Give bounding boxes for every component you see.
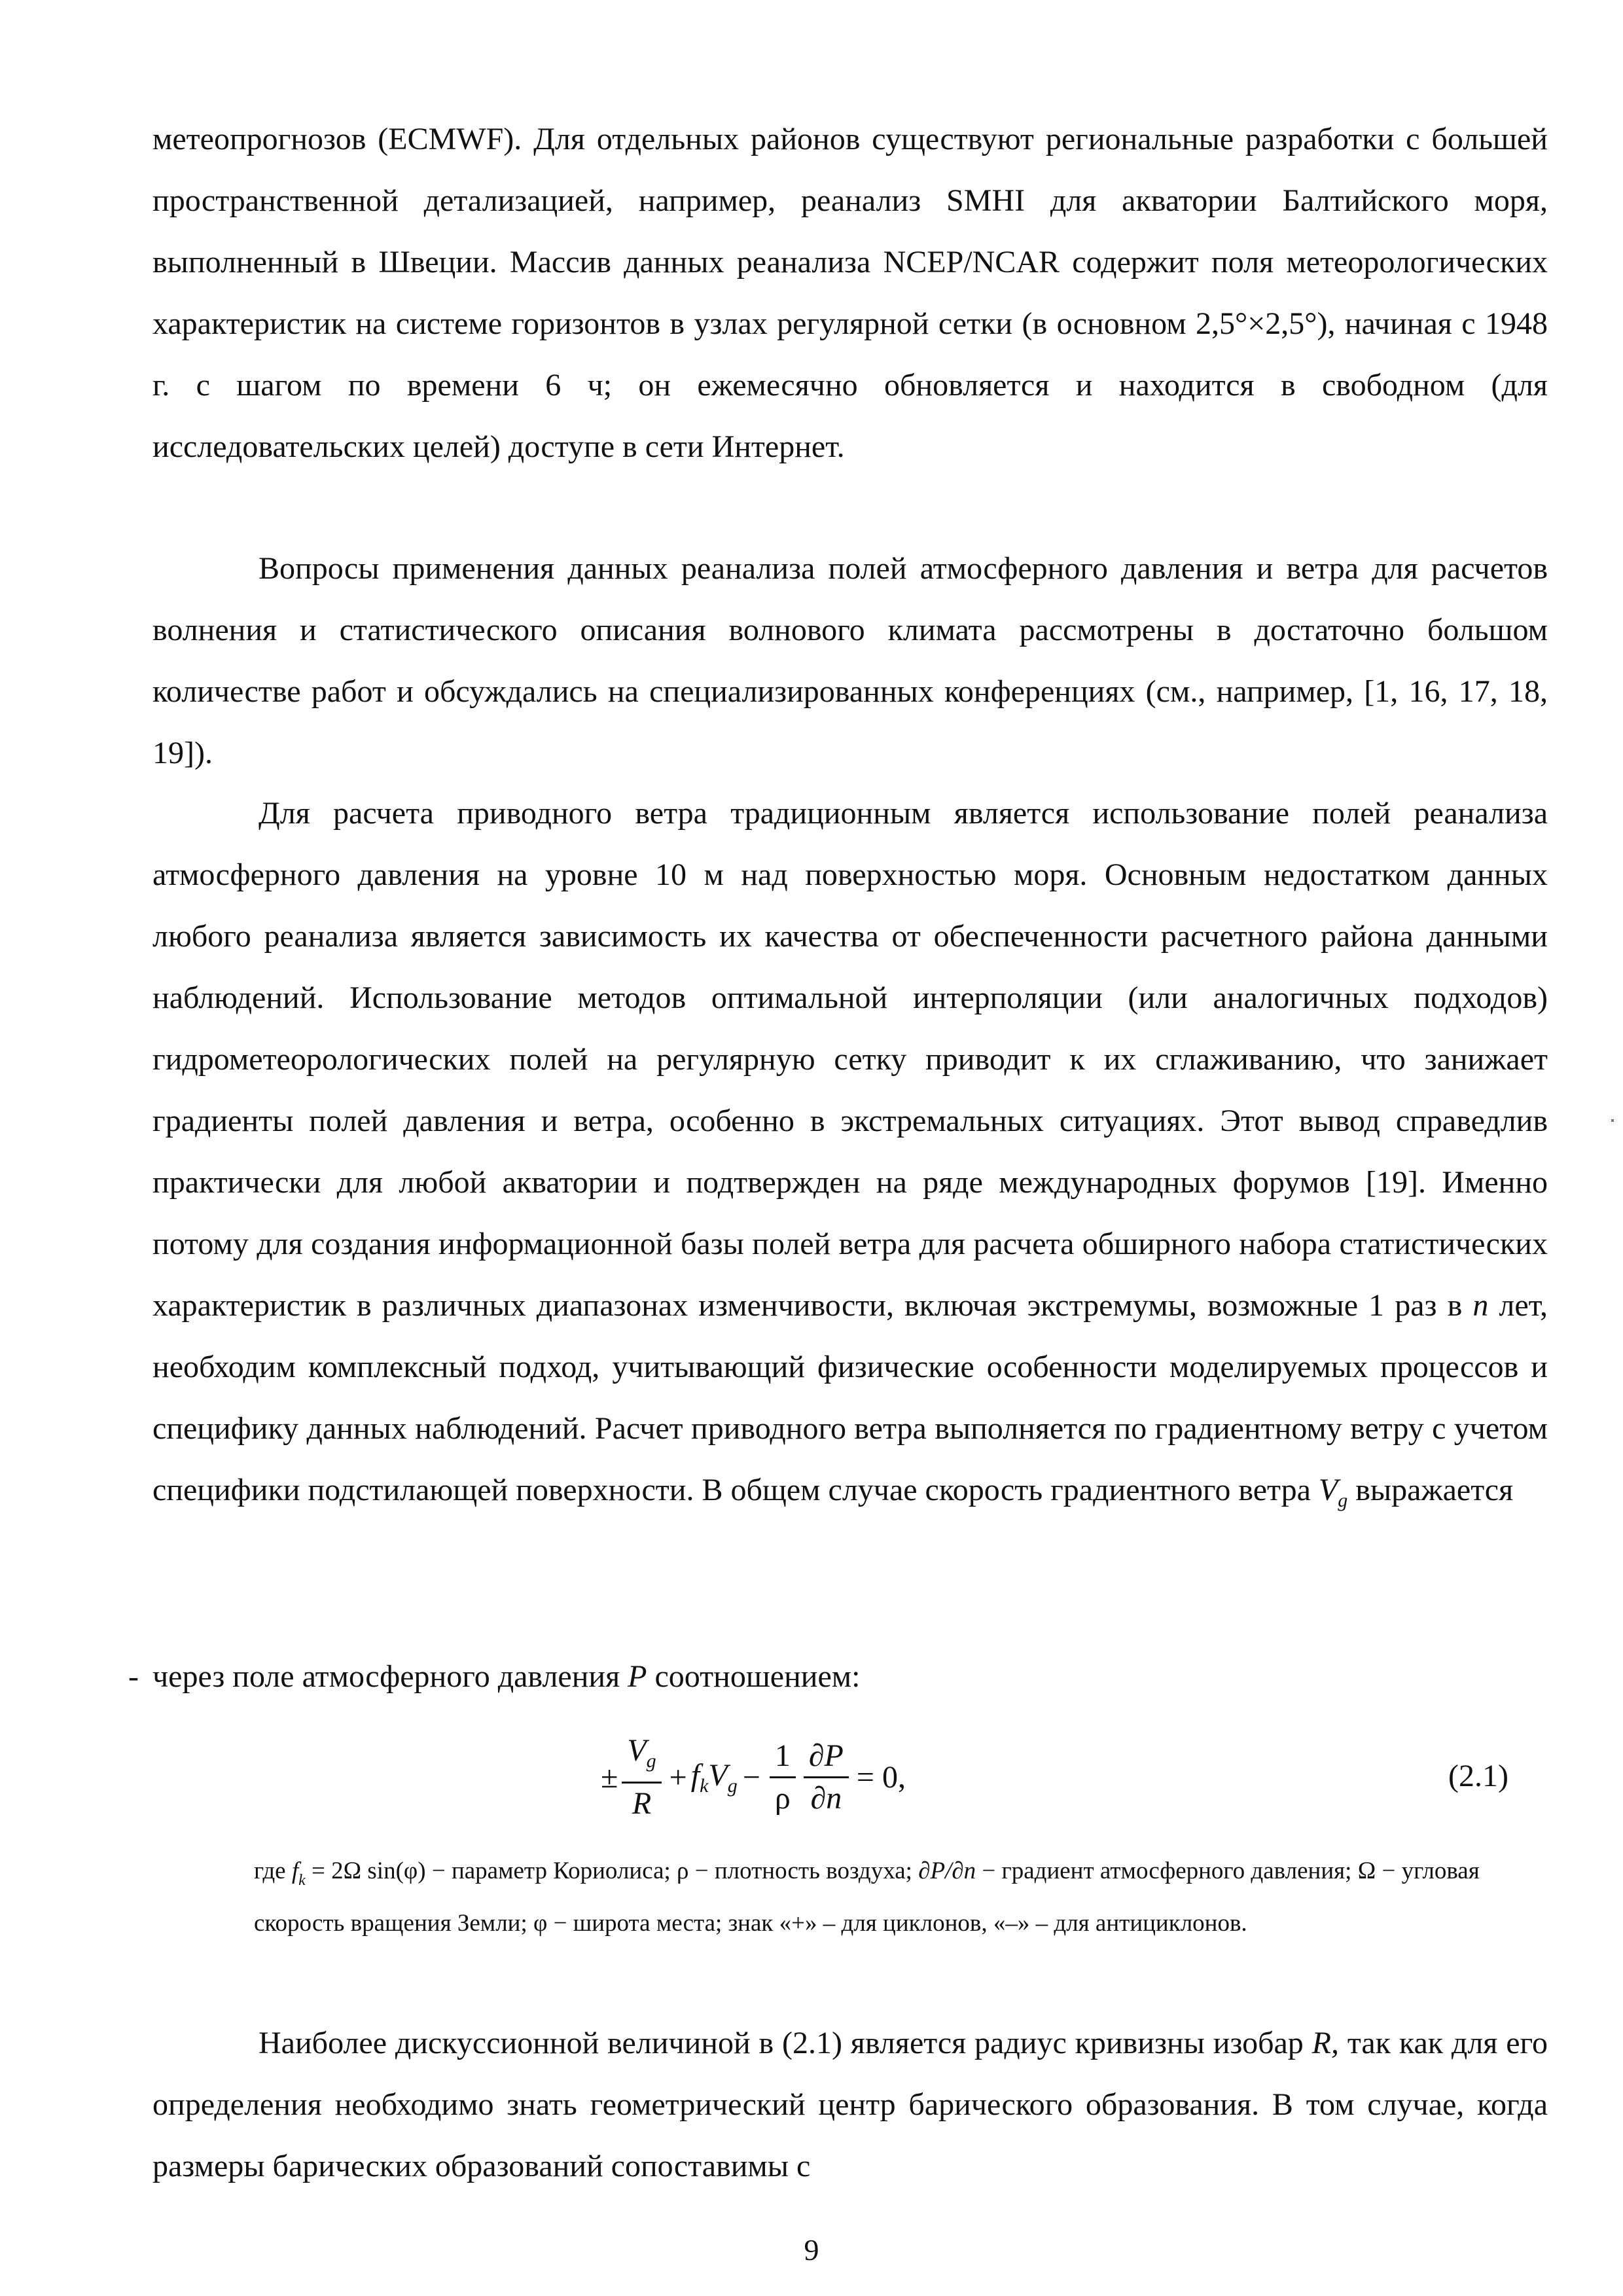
equation-legend [254, 1850, 1550, 1945]
variable-vg [1318, 1473, 1348, 1511]
symbol-f: f [690, 1757, 700, 1793]
subscript-g: g [1338, 1490, 1348, 1511]
symbol-fk [291, 1857, 306, 1889]
lead-text: через поле атмосферного давления [152, 1659, 620, 1694]
term-fk-vg [691, 1757, 738, 1797]
subscript-g: g [646, 1749, 656, 1772]
legend-text: = 2Ω sin(φ) − параметр Кориолиса; ρ − плотность воздуха; [312, 1857, 912, 1884]
paragraph-reanalysis-applications [152, 538, 1548, 784]
paragraph-text: Наиболее дискуссионной величиной в (2.1) является радиус кривизны изобар [259, 2026, 1304, 2060]
equation-2-1 [0, 1721, 1623, 1833]
fraction-numerator: ∂P [804, 1736, 849, 1778]
page-number: 9 [804, 2233, 819, 2267]
paragraph-wind-calculation [152, 783, 1548, 1532]
equation-body [601, 1721, 906, 1833]
fraction-denominator: ∂n [810, 1780, 842, 1816]
fraction-numerator [622, 1731, 661, 1784]
equation-lead-line [152, 1646, 1003, 1708]
paragraph-text: Для расчета приводного ветра традиционным является использование полей реанализа атмосферного давления на уровне 10 м над поверхностью моря. Основным недостатком данных любого реанализа является зависимость их качества от обеспеченности расчетного района данными наблюдений. Использование методов оптимальной интерполяции (или аналогичных подходов) гидрометеорологических полей на регулярную сетку приводит к их сглаживанию, что занижает градиенты полей давления и ветра, особенно в экстремальных ситуациях. Этот вывод справедлив практически для любой акватории и подтвержден на ряде международных форумов [19]. Именно потому для создания информационной базы полей ветра для расчета обширного набора статистических характеристик в различных диапазонах изменчивости, включая экстремумы, возможные 1 раз в [152, 796, 1548, 1323]
equation-number: (2.1) [1448, 1759, 1508, 1793]
variable-r: R, [1311, 2026, 1339, 2060]
lead-text: соотношением: [654, 1659, 861, 1694]
subscript-g: g [727, 1774, 738, 1797]
legend-text: где [254, 1857, 286, 1884]
symbol-f: f [291, 1857, 299, 1884]
fraction-vg-over-r [622, 1731, 661, 1824]
plus-minus-sign: ± [601, 1759, 618, 1795]
symbol-v: V [627, 1732, 647, 1768]
plus-sign: + [669, 1759, 687, 1795]
paragraph-text: так как для его определения необходимо знать геометрический центр барического образования. В том случае, когда размеры барических образований сопоставимы с [152, 2026, 1548, 2183]
margin-mark: - [128, 1659, 139, 1694]
subscript-k: k [298, 1872, 306, 1889]
minus-sign: − [742, 1759, 760, 1795]
paragraph-isobar-curvature [152, 2013, 1548, 2197]
symbol-v: V [1318, 1473, 1338, 1507]
paragraph-text: Вопросы применения данных реанализа полей атмосферного давления и ветра для расчетов волнения и статистического описания волнового климата рассмотрены в достаточно большом количестве работ и обсуждались на специализированных конференциях (см., например, [1, 16, 17, 18, 19]). [152, 551, 1548, 770]
pressure-gradient-symbol: ∂P/∂n [918, 1857, 976, 1884]
variable-n: n [1472, 1288, 1489, 1323]
paragraph-text: лет, необходим комплексный подход, учитывающий физические особенности моделируемых процессов и специфику данных наблюдений. Расчет приводного ветра выполняется по градиентному ветру с учетом специфики подстилающей поверхности. В общем случае скорость градиентного ветра [152, 1288, 1548, 1507]
symbol-v: V [708, 1757, 728, 1793]
paragraph-reanalysis-sources [152, 109, 1548, 478]
fraction-numerator: 1 [770, 1736, 796, 1778]
paragraph-text: выражается [1355, 1473, 1514, 1507]
fraction-denominator: ρ [774, 1780, 791, 1816]
subscript-k: k [700, 1774, 709, 1797]
fraction-one-over-rho [770, 1736, 796, 1819]
scan-artifact [1611, 1119, 1614, 1122]
fraction-denominator: R [632, 1785, 652, 1821]
variable-p: P [628, 1659, 647, 1694]
equals-zero: = 0, [856, 1759, 906, 1795]
paragraph-text: метеопрогнозов (ECMWF). Для отдельных районов существуют региональные разработки с большей пространственной детализацией, например, реанализ SMHI для акватории Балтийского моря, выполненный в Швеции. Массив данных реанализа NCEP/NCAR содержит поля метеорологических характеристик на системе горизонтов в узлах регулярной сетки (в основном 2,5°×2,5°), начиная с 1948 г. с шагом по времени 6 ч; он ежемесячно обновляется и находится в свободном (для исследовательских целей) доступе в сети Интернет. [152, 122, 1548, 464]
legend-text: − градиент атмосферного давления; Ω − угловая скорость вращения Земли; φ − широта места; знак «+» – для циклонов, «–» – для антициклонов. [254, 1857, 1480, 1937]
fraction-dp-dn [804, 1736, 849, 1819]
